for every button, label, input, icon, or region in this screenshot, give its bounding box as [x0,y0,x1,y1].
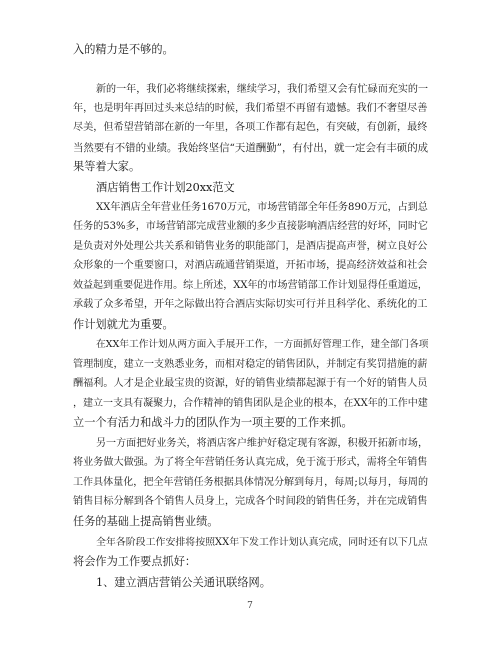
text-line: 作计划就尤为重要。 [73,318,174,331]
text-line: ，建立一支具有凝聚力，合作精神的销售团队是企业的根本，在XX年的工作中建 [73,398,428,409]
text-line: 工作具体量化，把全年营销任务根据具体情况分解到每月，每周;以每月，每周的 [73,477,429,488]
text-line: 将会作为工作要点抓好： [73,555,197,568]
text-line: 是负责对外处理公共关系和销售业务的职能部门，是酒店提高声誉，树立良好公 [73,241,428,252]
text-line: 全年各阶段工作安排将按照XX年下发工作计划认真完成，同时还有以下几点 [96,537,428,548]
text-line: XX年酒店全年营业任务1670万元，市场营销部全年任务890万元，占到总 [96,202,428,213]
text-line: 年，也是明年再回过头来总结的时候，我们希望不再留有遗憾。我们不奢望尽善 [73,103,428,114]
text-line: 立一个有活力和战斗力的团队作为一项主要的工作来抓。 [73,416,353,429]
text-line: 酬福利。人才是企业最宝贵的资源，好的销售业绩都起源于有一个好的销售人员 [73,378,428,389]
page-number: 7 [247,601,253,611]
text-line: 众形象的一个重要窗口，对酒店疏通营销渠道，开拓市场，提高经济效益和社会 [73,260,428,271]
text-line: 管理制度，建立一支熟悉业务，而相对稳定的销售团队，并制定有奖罚措施的薪 [73,359,428,370]
text-line: 当然要有不错的业绩。我始终坚信“天道酬勤”，有付出，就一定会有丰硕的成 [73,142,429,154]
list-item: 1、建立酒店营销公关通讯联络网。 [96,576,271,589]
text-line: 任务的基础上提高销售业绩。 [73,515,219,528]
text-line: 将业务做大做强。为了将全年营销任务认真完成，免于流于形式，需将全年销售 [73,457,428,468]
text-line: 任务的53%多，市场营销部完成营业额的多少直接影响酒店经营的好坏，同时它 [73,221,428,232]
section-heading: 酒店销售工作计划20xx范文 [96,181,235,194]
text-line: 效益起到重要促进作用。综上所述，XX年的市场营销部工作计划显得任重道远， [73,280,428,291]
text-line: 销售目标分解到各个销售人员身上，完成各个时间段的销售任务，并在完成销售 [73,496,428,507]
text-line: 果等着大家。 [73,160,141,173]
text-line: 新的一年，我们必将继续探索，继续学习，我们希望又会有忙碌而充实的一 [96,84,429,95]
text-line: 另一方面把好业务关，将酒店客户维护好稳定现有客源，积极开拓新市场， [96,438,429,449]
text-line: 承载了众多希望，开年之际做出符合酒店实际切实可行并且科学化、系统化的工 [73,299,428,310]
text-line: 在XX年工作计划从两方面入手展开工作，一方面抓好管理工作，建全部门各项 [96,339,429,350]
text-line: 尽美，但希望营销部在新的一年里，各项工作都有起色，有突破，有创新，最终 [73,122,428,133]
text-line: 入的精力是不够的。 [73,43,174,56]
